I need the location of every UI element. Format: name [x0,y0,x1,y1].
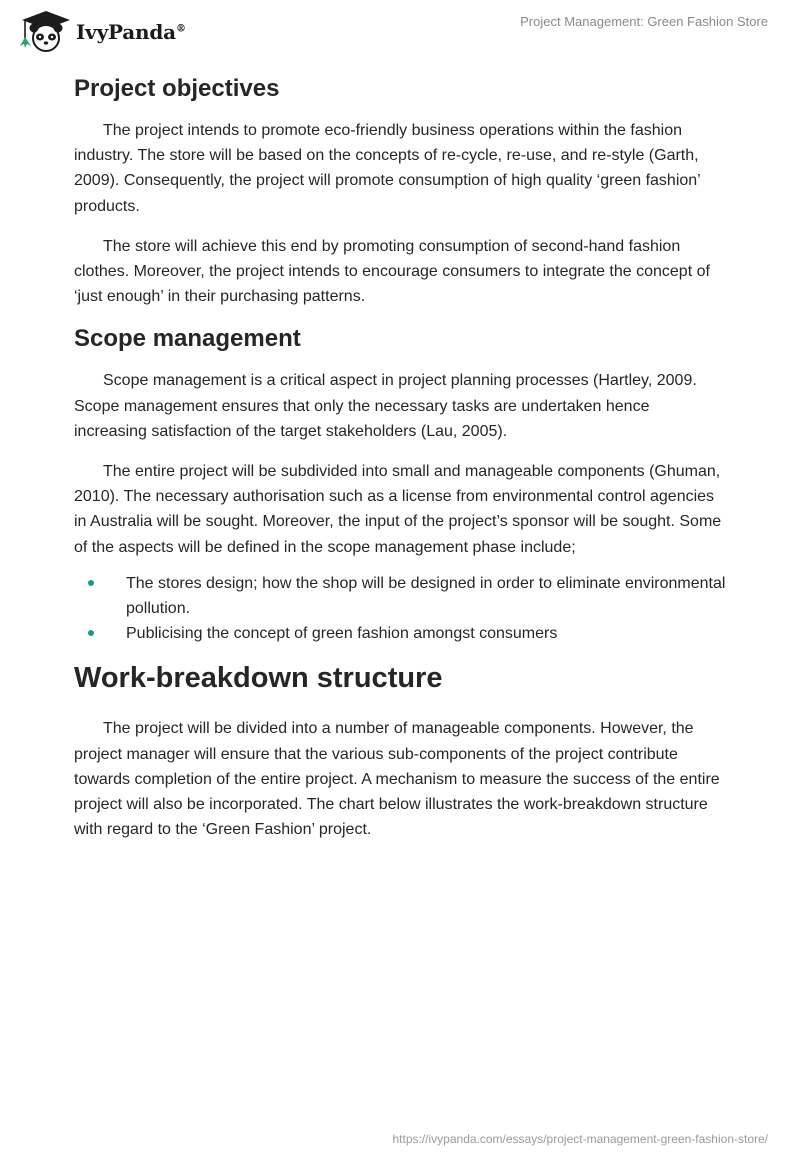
list-item-text: The stores design; how the shop will be designed in order to eliminate environmental pollution. [126,574,726,618]
running-title: Project Management: Green Fashion Store [520,14,768,29]
paragraph: The project will be divided into a number of manageable components. However, the project manager will ensure that the various sub-components of the project contribute towards completion of the entire project. A mechanism to measure the success of the entire project will also be incorporated. The chart below illustrates the work-breakdown structure with regard to the ‘Green Fashion’ project. [74,720,720,839]
list-item [74,571,726,621]
paragraph: The project intends to promote eco-friendly business operations within the fashion industry. The store will be based on the concepts of re-cycle, re-use, and re-style (Garth, 2009). Consequently, the project will promote consumption of high quality ‘green fashion’ products. [74,122,701,215]
page-header [0,0,800,60]
list-item [74,621,726,646]
list-item-text: Publicising the concept of green fashion amongst consumers [126,625,558,643]
paragraph: Scope management is a critical aspect in project planning processes (Hartley, 2009. Scope management ensures that only the necessary tasks are undertaken hence increasing satisfaction of the target stakeholders (Lau, 2005). [74,372,697,440]
paragraph: The entire project will be subdivided into small and manageable components (Ghuman, 2010). The necessary authorisation such as a license from environmental control agencies in Australia will be sought. Moreover, the input of the project’s sponsor will be sought. Some of the aspects will be defined in the scope management phase include; [74,463,722,556]
bullet-dot-icon [88,630,94,636]
brand-name: IvyPanda® [76,20,186,44]
source-url-link[interactable]: https://ivypanda.com/essays/project-management-green-fashion-store/ [392,1132,768,1146]
ivypanda-logo[interactable] [14,8,186,56]
panda-graduate-icon [14,8,74,56]
bullet-dot-icon [88,580,94,586]
section-heading-objectives: Project objectives [74,75,280,102]
paragraph: The store will achieve this end by promoting consumption of second-hand fashion clothes. Moreover, the project intends to encourage consumers to integrate the concept of ‘just enough’ in their purchasing patterns. [74,237,710,306]
section-heading-scope: Scope management [74,325,301,353]
essay-content [74,70,726,857]
scope-bullet-list [74,571,726,647]
section-heading-wbs: Work-breakdown structure [74,662,443,695]
